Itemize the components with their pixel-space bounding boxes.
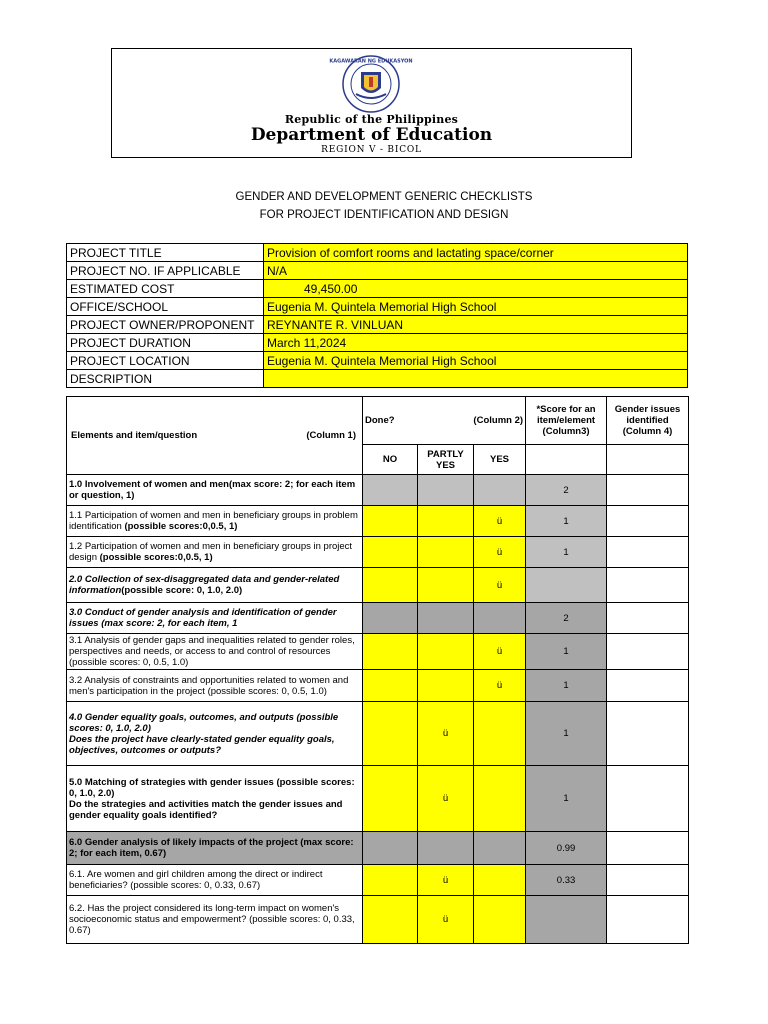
info-label: PROJECT LOCATION bbox=[67, 352, 264, 370]
yes-cell bbox=[474, 603, 526, 634]
no-cell bbox=[363, 537, 418, 568]
table-row bbox=[67, 568, 689, 603]
partly-check-mark: ü bbox=[418, 896, 474, 944]
no-cell bbox=[363, 634, 418, 670]
score-cell: 1 bbox=[526, 766, 607, 832]
office-school-value: Eugenia M. Quintela Memorial High School bbox=[264, 298, 688, 316]
no-cell bbox=[363, 670, 418, 702]
partly-check-mark: ü bbox=[418, 766, 474, 832]
yes-check-mark: ü bbox=[474, 634, 526, 670]
no-cell bbox=[363, 896, 418, 944]
no-cell bbox=[363, 603, 418, 634]
document-title-line1: GENDER AND DEVELOPMENT GENERIC CHECKLISTS bbox=[235, 191, 533, 203]
yes-cell bbox=[474, 766, 526, 832]
estimated-cost-value: 49,450.00 bbox=[264, 280, 688, 298]
question-cell: 3.1 Analysis of gender gaps and inequalities related to gender roles, perspectives and needs, or access to and control of resources (possible scores: 0, 0.5, 1.0) bbox=[67, 634, 363, 670]
issues-cell bbox=[607, 475, 689, 506]
column1-header bbox=[67, 397, 363, 475]
score-cell: 1 bbox=[526, 634, 607, 670]
project-title-value: Provision of comfort rooms and lactating space/corner bbox=[264, 244, 688, 262]
issues-cell bbox=[607, 702, 689, 766]
partly-yes-header: PARTLY YES bbox=[418, 445, 474, 475]
document-title-line2: FOR PROJECT IDENTIFICATION AND DESIGN bbox=[259, 209, 509, 221]
done-label: Done? bbox=[365, 415, 395, 426]
info-label: DESCRIPTION bbox=[67, 370, 264, 388]
yes-check-mark: ü bbox=[474, 670, 526, 702]
score-cell: 2 bbox=[526, 603, 607, 634]
score-cell bbox=[526, 568, 607, 603]
partly-cell bbox=[418, 634, 474, 670]
question-subtext: Does the project have clearly-stated gender equality goals, objectives, outcomes or outputs? bbox=[69, 733, 335, 756]
yes-header: YES bbox=[474, 445, 526, 475]
score-cell: 2 bbox=[526, 475, 607, 506]
no-header: NO bbox=[363, 445, 418, 475]
question-subtext: Do the strategies and activities match the gender issues and gender equality goals identified? bbox=[69, 798, 343, 821]
question-text: 1.2 Participation of women and men in beneficiary groups in project design bbox=[69, 541, 353, 563]
no-cell bbox=[363, 702, 418, 766]
issues-cell bbox=[607, 670, 689, 702]
question-cell: 3.2 Analysis of constraints and opportunities related to women and men's participation in the project (possible scores: 0, 0.5, 1.0) bbox=[67, 670, 363, 702]
partly-check-mark: ü bbox=[418, 702, 474, 766]
info-label: OFFICE/SCHOOL bbox=[67, 298, 264, 316]
partly-cell bbox=[418, 603, 474, 634]
info-row bbox=[67, 262, 688, 280]
question-cell: 6.0 Gender analysis of likely impacts of the project (max score: 2; for each item, 0.67) bbox=[67, 832, 363, 865]
no-cell bbox=[363, 568, 418, 603]
info-label: PROJECT NO. IF APPLICABLE bbox=[67, 262, 264, 280]
info-row bbox=[67, 352, 688, 370]
project-info-table bbox=[66, 243, 688, 388]
question-cell bbox=[67, 537, 363, 568]
info-row bbox=[67, 280, 688, 298]
table-row bbox=[67, 832, 689, 865]
column3-header: *Score for an item/element (Column3) bbox=[526, 397, 607, 445]
column1-label: Elements and item/question bbox=[71, 430, 198, 441]
question-cell: 1.0 Involvement of women and men(max score: 2; for each item or question, 1) bbox=[67, 475, 363, 506]
yes-cell bbox=[474, 896, 526, 944]
partly-cell bbox=[418, 475, 474, 506]
info-label: PROJECT DURATION bbox=[67, 334, 264, 352]
no-cell bbox=[363, 475, 418, 506]
score-cell: 0.33 bbox=[526, 865, 607, 896]
table-row bbox=[67, 702, 689, 766]
question-text: 4.0 Gender equality goals, outcomes, and outputs (possible scores: 0, 1.0, 2.0) bbox=[69, 711, 339, 734]
yes-check-mark: ü bbox=[474, 537, 526, 568]
table-row bbox=[67, 475, 689, 506]
table-row bbox=[67, 896, 689, 944]
no-cell bbox=[363, 766, 418, 832]
yes-cell bbox=[474, 475, 526, 506]
partly-check-mark: ü bbox=[418, 865, 474, 896]
table-row bbox=[67, 603, 689, 634]
score-cell: 1 bbox=[526, 702, 607, 766]
project-no-value: N/A bbox=[264, 262, 688, 280]
info-label: PROJECT OWNER/PROPONENT bbox=[67, 316, 264, 334]
table-row bbox=[67, 865, 689, 896]
score-cell: 1 bbox=[526, 506, 607, 537]
question-cell: 6.1. Are women and girl children among the direct or indirect beneficiaries? (possible scores: 0, 0.33, 0.67) bbox=[67, 865, 363, 896]
table-row bbox=[67, 634, 689, 670]
yes-cell bbox=[474, 865, 526, 896]
issues-cell bbox=[607, 634, 689, 670]
issues-cell bbox=[607, 832, 689, 865]
partly-cell bbox=[418, 506, 474, 537]
score-cell: 1 bbox=[526, 670, 607, 702]
location-value: Eugenia M. Quintela Memorial High School bbox=[264, 352, 688, 370]
question-scores: (possible scores:0,0.5, 1) bbox=[124, 521, 238, 532]
question-cell: 3.0 Conduct of gender analysis and identification of gender issues (max score: 2, for each item, 1 bbox=[67, 603, 363, 634]
no-cell bbox=[363, 832, 418, 865]
partly-cell bbox=[418, 832, 474, 865]
score-cell bbox=[526, 896, 607, 944]
gad-checklist-table bbox=[66, 396, 689, 944]
issues-cell bbox=[607, 865, 689, 896]
duration-value: March 11,2024 bbox=[264, 334, 688, 352]
proponent-value: REYNANTE R. VINLUAN bbox=[264, 316, 688, 334]
question-cell bbox=[67, 702, 363, 766]
partly-cell bbox=[418, 568, 474, 603]
info-row bbox=[67, 244, 688, 262]
question-cell: 6.2. Has the project considered its long-term impact on women's socioeconomic status and empowerment? (possible scores: 0, 0.33, 0.67) bbox=[67, 896, 363, 944]
info-row bbox=[67, 334, 688, 352]
yes-check-mark: ü bbox=[474, 568, 526, 603]
issues-cell bbox=[607, 568, 689, 603]
question-text: 5.0 Matching of strategies with gender issues (possible scores: 0, 1.0, 2.0) bbox=[69, 776, 355, 799]
checklist-header-row bbox=[67, 397, 689, 445]
info-row bbox=[67, 370, 688, 388]
question-scores: (possible scores:0,0.5, 1) bbox=[99, 552, 213, 563]
issues-cell bbox=[607, 537, 689, 568]
column4-header: Gender issues identified (Column 4) bbox=[607, 397, 689, 445]
table-row bbox=[67, 766, 689, 832]
partly-cell bbox=[418, 670, 474, 702]
region-name: REGION V - BICOL bbox=[321, 145, 422, 155]
issues-cell bbox=[607, 896, 689, 944]
issues-cell bbox=[607, 603, 689, 634]
no-cell bbox=[363, 506, 418, 537]
table-row bbox=[67, 506, 689, 537]
empty-cell bbox=[607, 445, 689, 475]
column1-tag: (Column 1) bbox=[306, 430, 356, 441]
question-text: 2.0 Collection of sex-disaggregated data and gender-related information bbox=[69, 574, 340, 596]
yes-cell bbox=[474, 832, 526, 865]
table-row bbox=[67, 537, 689, 568]
table-row bbox=[67, 670, 689, 702]
letterhead bbox=[111, 48, 632, 158]
seal-ring-text: KAGAWARAN NG EDUKASYON bbox=[329, 58, 413, 65]
question-text: 1.1 Participation of women and men in beneficiary groups in problem identification bbox=[69, 510, 358, 532]
issues-cell bbox=[607, 766, 689, 832]
column2-tag: (Column 2) bbox=[473, 415, 524, 426]
question-cell bbox=[67, 568, 363, 603]
partly-cell bbox=[418, 537, 474, 568]
republic-line: Republic of the Philippines bbox=[284, 113, 459, 126]
department-name: Department of Education bbox=[250, 125, 493, 145]
issues-cell bbox=[607, 506, 689, 537]
score-cell: 1 bbox=[526, 537, 607, 568]
score-cell: 0.99 bbox=[526, 832, 607, 865]
deped-seal-icon bbox=[329, 54, 413, 114]
question-cell bbox=[67, 766, 363, 832]
column2-header bbox=[363, 397, 526, 445]
question-cell bbox=[67, 506, 363, 537]
info-label: PROJECT TITLE bbox=[67, 244, 264, 262]
yes-check-mark: ü bbox=[474, 506, 526, 537]
yes-cell bbox=[474, 702, 526, 766]
no-cell bbox=[363, 865, 418, 896]
description-value bbox=[264, 370, 688, 388]
info-label: ESTIMATED COST bbox=[67, 280, 264, 298]
info-row bbox=[67, 316, 688, 334]
empty-cell bbox=[526, 445, 607, 475]
info-row bbox=[67, 298, 688, 316]
question-scores: (possible score: 0, 1.0, 2.0) bbox=[121, 585, 243, 596]
